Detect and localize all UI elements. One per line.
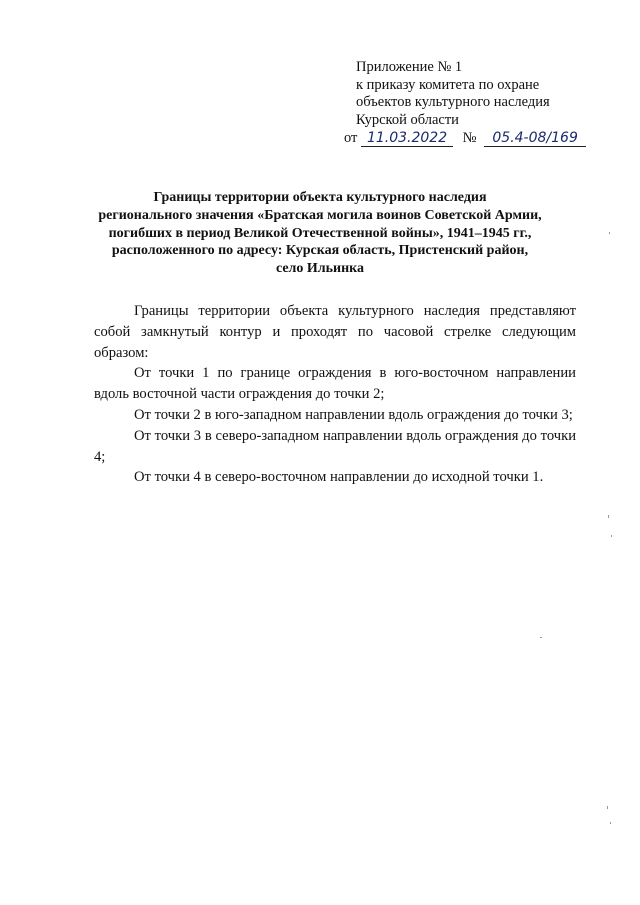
scan-speck — [611, 535, 612, 537]
body-paragraph: От точки 4 в северо-восточном направлении до исходной точки 1. — [134, 469, 544, 486]
from-label: от — [344, 130, 358, 146]
annex-order-ref: к приказу комитета по охране — [356, 76, 540, 93]
body-paragraph: От точки 1 по границе ограждения в юго-восточном направлении вдоль восточной части ограждения до точки 2; — [94, 365, 576, 403]
body-paragraph: От точки 3 в северо-западном направлении вдоль ограждения до точки 4; — [94, 427, 576, 465]
document-title — [80, 189, 560, 278]
number-label: № — [462, 130, 477, 146]
annex-region: Курской области — [356, 111, 459, 128]
title-line: регионального значения «Братская могила воинов Советской Армии, — [98, 207, 542, 223]
handwritten-order-number: 05.4-08/169 — [484, 131, 586, 147]
body-paragraph: Границы территории объекта культурного наследия представляют собой замкнутый контур и проходят по часовой стрелке следующим образом: — [94, 303, 576, 361]
scan-speck — [607, 806, 608, 809]
scan-speck — [608, 515, 609, 518]
annex-header — [344, 59, 616, 148]
handwritten-date: 11.03.2022 — [361, 131, 453, 147]
document-body — [94, 301, 576, 488]
scan-speck — [610, 822, 611, 824]
order-date-number-row — [344, 130, 616, 148]
title-line: Границы территории объекта культурного наследия — [153, 190, 487, 205]
annex-number: Приложение № 1 — [356, 59, 463, 75]
title-line: расположенного по адресу: Курская область, Пристенский район, — [111, 243, 529, 259]
scan-speck — [540, 637, 542, 638]
annex-committee: объектов культурного наследия — [356, 94, 550, 110]
scan-speck — [609, 232, 610, 234]
title-line: село Ильинка — [275, 261, 365, 277]
title-line: погибших в период Великой Отечественной войны», 1941–1945 гг., — [108, 225, 532, 241]
body-paragraph: От точки 2 в юго-западном направлении вдоль ограждения до точки 3; — [134, 406, 573, 423]
